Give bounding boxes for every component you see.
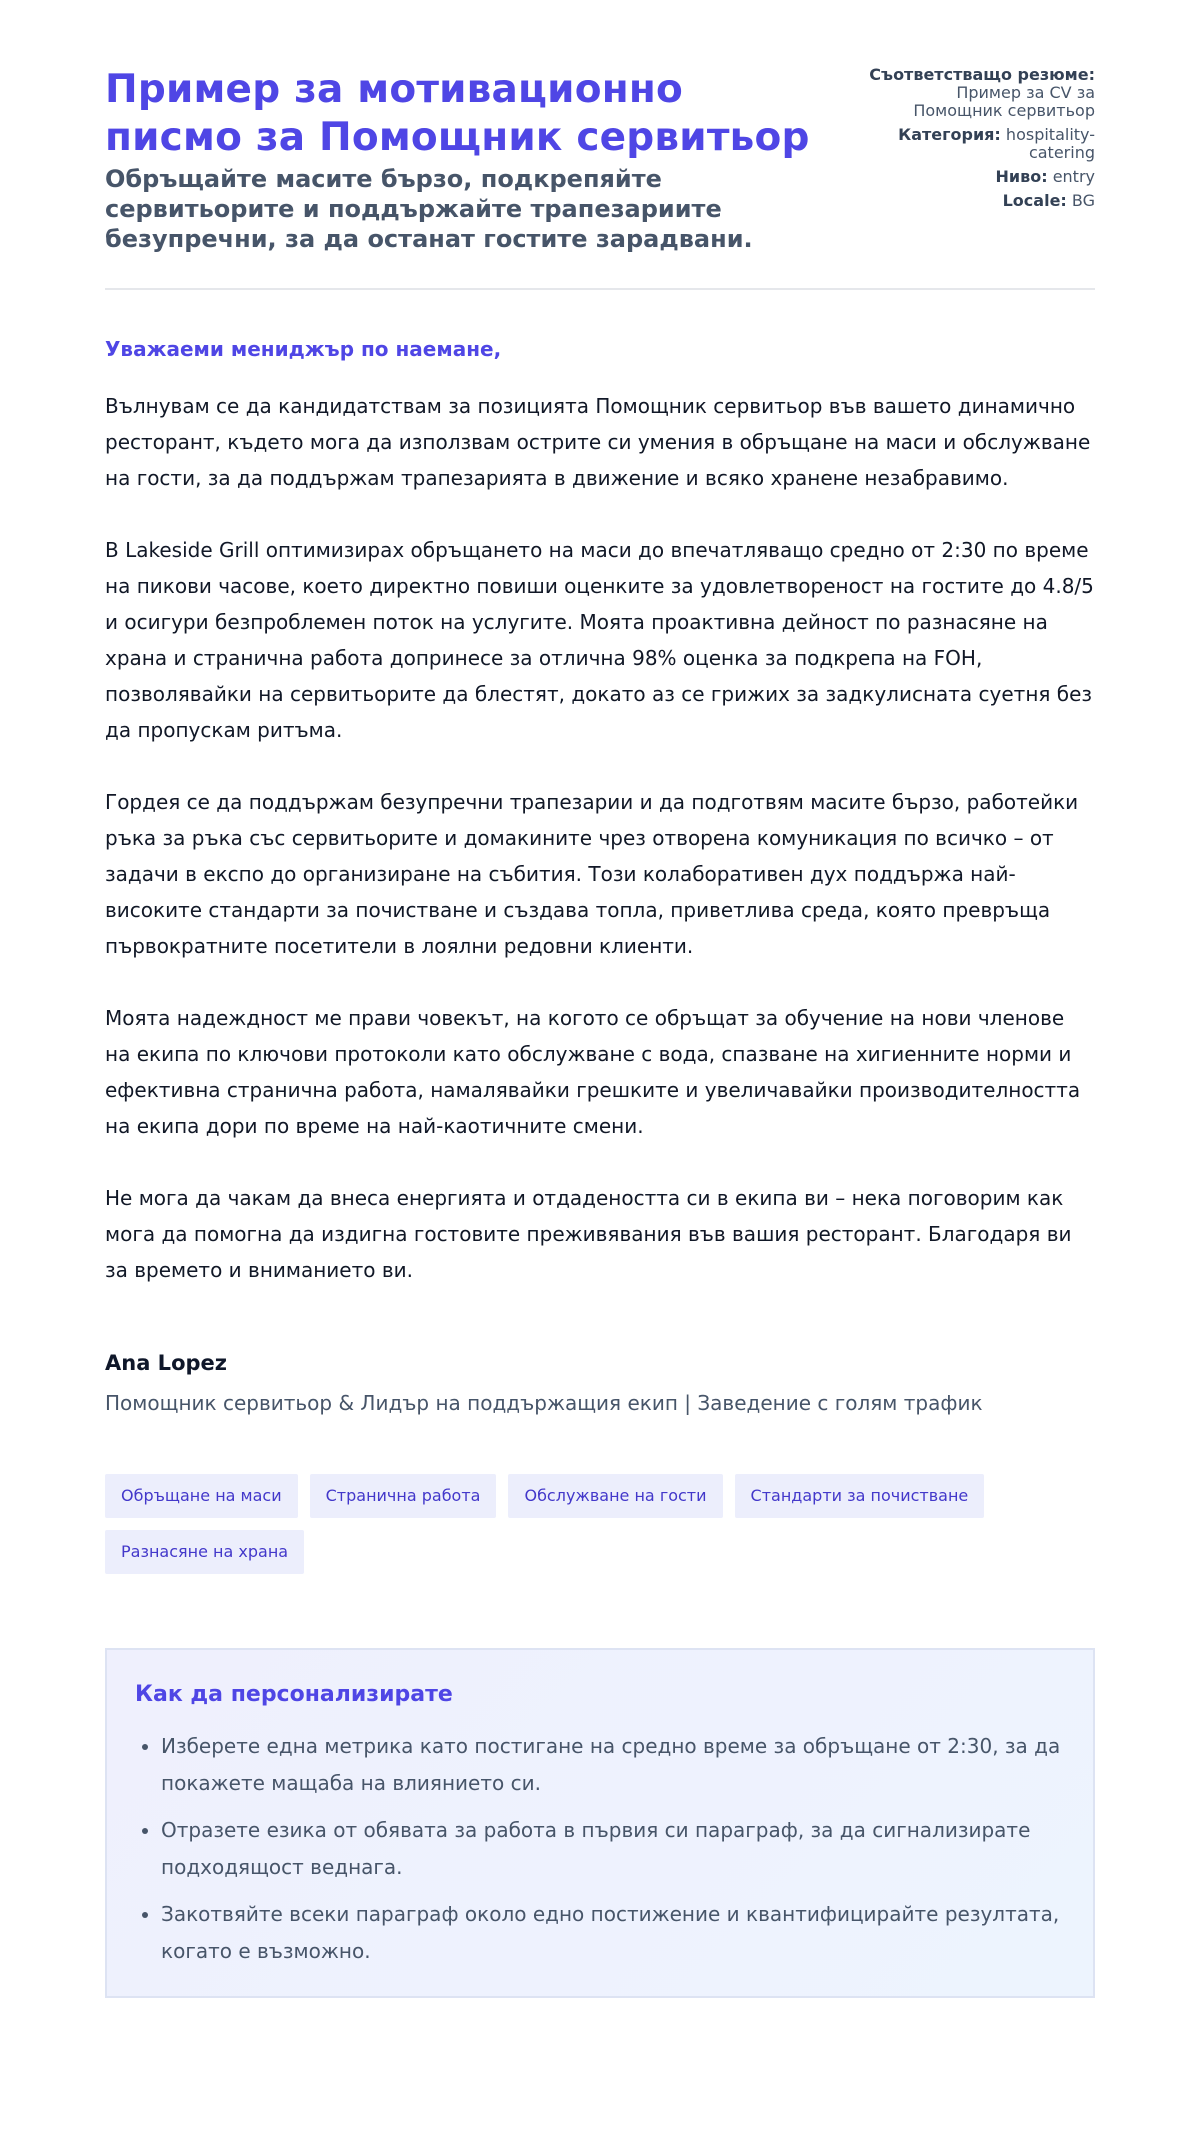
skill-tag[interactable]: Стандарти за почистване: [735, 1474, 985, 1518]
letter-body: [105, 290, 1095, 1416]
skill-tag[interactable]: Разнасяне на храна: [105, 1530, 304, 1574]
meta-label: Locale:: [1002, 191, 1067, 210]
meta-label: Съответстващо резюме:: [869, 65, 1095, 84]
letter-paragraph: Не мога да чакам да внеса енергията и отдадеността си в екипа ви – нека поговорим как мога да помогна да издигна гостовите преживявания във вашия ресторант. Благодаря ви за времето и вниманието ви.: [105, 1186, 1072, 1282]
page-subtitle: Обръщайте масите бързо, подкрепяйте сервитьорите и поддържайте трапезариите безупречни, за да останат гостите зарадвани.: [105, 165, 753, 253]
tip-item: • Закотвяйте всеки параграф около едно постижение и квантифицирайте резултата, когато е възможно.: [161, 1896, 1065, 1970]
skill-tag[interactable]: Обслужване на гости: [508, 1474, 722, 1518]
skill-tags: [105, 1474, 1095, 1574]
meta-level: [865, 168, 1095, 186]
salutation: Уважаеми мениджър по наемане,: [105, 337, 502, 361]
meta-label: Категория:: [898, 125, 1001, 144]
meta-category: [865, 126, 1095, 162]
letter-paragraph: Моята надеждност ме прави човекът, на когото се обръщат за обучение на нови членове на екипа по ключови протоколи като обслужване с вода, спазване на хигиенните норми и ефективна странична работа, намалявайки грешките и увеличавайки производителността на екипа дори по време на най-каотичните смени.: [105, 1006, 1081, 1138]
meta-locale: [865, 192, 1095, 210]
meta-matching-resume: [865, 66, 1095, 120]
meta-value: BG: [1071, 191, 1095, 210]
customization-tips-box: [105, 1648, 1095, 1998]
meta-value: entry: [1052, 167, 1095, 186]
signature-role: Помощник сервитьор & Лидър на поддържащия екип | Заведение с голям трафик: [105, 1391, 983, 1415]
page-title: Пример за мотивационно писмо за Помощник сервитьор: [105, 67, 810, 160]
tips-title: Как да персонализирате: [135, 1682, 453, 1707]
cover-letter-page: [105, 0, 1095, 1998]
signature-name: Ana Lopez: [105, 1351, 227, 1375]
signature: [105, 1350, 1095, 1416]
letter-paragraph: Гордея се да поддържам безупречни трапезарии и да подготвям масите бързо, работейки ръка за ръка със сервитьорите и домакините чрез отворена комуникация по всичко – от задачи в експо до организиране на събития. Този колаборативен дух поддържа най-високите стандарти за почистване и създава топла, приветлива среда, която превръща първократните посетители в лоялни редовни клиенти.: [105, 790, 1079, 958]
header-main: [105, 66, 825, 254]
tips-list: [135, 1728, 1065, 1970]
letter-paragraph: Вълнувам се да кандидатствам за позицията Помощник сервитьор във вашето динамично ресторант, където мога да използвам острите си умения в обръщане на маси и обслужване на гости, за да поддържам трапезарията в движение и всяко хранене незабравимо.: [105, 394, 1091, 490]
metadata-panel: [865, 66, 1095, 216]
skill-tag[interactable]: Обръщане на маси: [105, 1474, 298, 1518]
meta-value: hospitality-catering: [1005, 125, 1095, 162]
tip-item: • Отразете езика от обявата за работа в първия си параграф, за да сигнализирате подходящост веднага.: [161, 1812, 1065, 1886]
page-header: [105, 66, 1095, 290]
tip-item: • Изберете една метрика като постигане на средно време за обръщане от 2:30, за да покажете мащаба на влиянието си.: [161, 1728, 1065, 1802]
meta-label: Ниво:: [995, 167, 1048, 186]
meta-value: Пример за CV за Помощник сервитьор: [913, 83, 1095, 120]
skill-tag[interactable]: Странична работа: [310, 1474, 497, 1518]
letter-paragraph: В Lakeside Grill оптимизирах обръщането на маси до впечатляващо средно от 2:30 по време на пикови часове, което директно повиши оценките за удовлетвореност на гостите до 4.8/5 и осигури безпроблемен поток на услугите. Моята проактивна дейност по разнасяне на храна и странична работа допринесе за отлична 98% оценка за подкрепа на FOH, позволявайки на сервитьорите да блестят, докато аз се грижих за задкулисната суетня без да пропускам ритъма.: [105, 538, 1094, 742]
